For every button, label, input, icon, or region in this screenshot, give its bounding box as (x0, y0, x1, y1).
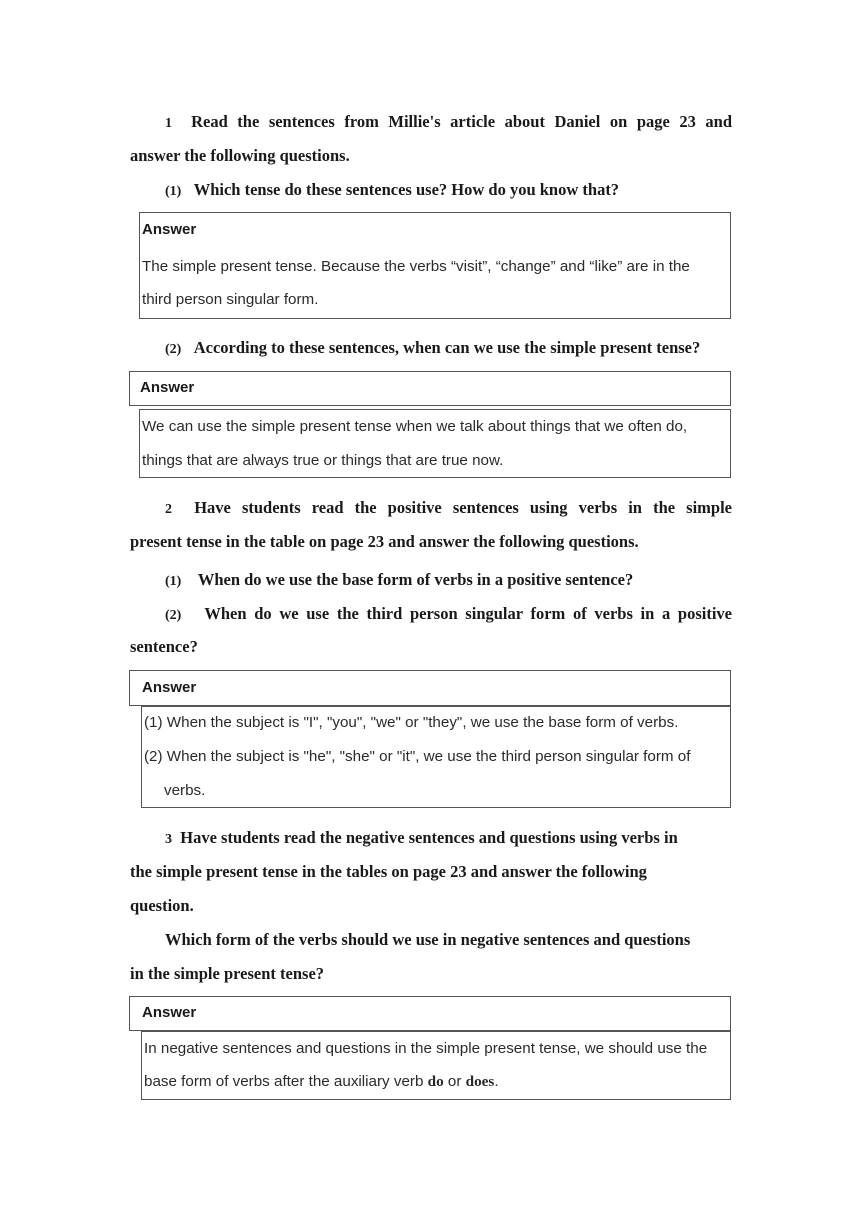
q2-sub2-label: (2) (165, 608, 182, 623)
q1-text-line1: Read the sentences from Millie's article about Daniel on page 23 and (191, 112, 732, 131)
q3-line3: question. (130, 896, 194, 915)
q1-answer2-line1: We can use the simple present tense when we talk about things that we often do, (142, 418, 688, 435)
q2-sub2-text: When do we use the third person singular form of verbs in a positive (204, 604, 732, 623)
q2-answer-header-box (129, 670, 731, 706)
q3-line1 (165, 828, 678, 848)
q2-answer-item2-cont: verbs. (164, 782, 206, 799)
q2-answer-item1: (1) When the subject is "I", "you", "we" or "they", we use the base form of verbs. (144, 714, 679, 731)
q2-line2: present tense in the table on page 23 and answer the following questions. (130, 532, 639, 551)
q2-sub2-line1 (165, 604, 732, 624)
q2-sub2-line2: sentence? (130, 637, 198, 656)
q3-sub-line1: Which form of the verbs should we use in negative sentences and questions (165, 930, 691, 949)
q3-answer-or: or (443, 1073, 466, 1090)
q2-sub1-label: (1) (165, 574, 182, 589)
q1-sub1-label: (1) (165, 184, 182, 199)
q1-answer2-header-box (129, 371, 731, 406)
q3-answer-line1: In negative sentences and questions in the simple present tense, we should use the (144, 1040, 708, 1057)
q2-answer-item2: (2) When the subject is "he", "she" or "it", we use the third person singular form of (144, 748, 691, 765)
q3-text-line1: Have students read the negative sentences and questions using verbs in (180, 828, 678, 847)
auxiliary-does: does (465, 1073, 495, 1090)
q3-line2: the simple present tense in the tables on page 23 and answer the following (130, 862, 647, 881)
q1-sub2 (165, 338, 700, 358)
q1-answer2-line2: things that are always true or things that are true now. (142, 452, 504, 469)
q1-answer2-header: Answer (140, 379, 195, 396)
q1-line1 (130, 112, 732, 132)
q2-text-line1: Have students read the positive sentences using verbs in the simple (194, 498, 732, 517)
q3-answer-line2-text: base form of verbs after the auxiliary verb (144, 1073, 428, 1090)
q1-number: 1 (165, 116, 172, 131)
q2-answer-header: Answer (142, 679, 197, 696)
q3-sub-line2: in the simple present tense? (130, 964, 325, 983)
q3-answer-period: . (494, 1073, 499, 1090)
auxiliary-do: do (427, 1073, 444, 1090)
q1-answer1-line1: The simple present tense. Because the verbs “visit”, “change” and “like” are in the (142, 258, 690, 275)
q3-answer-line2 (144, 1073, 499, 1091)
q2-line1 (130, 498, 732, 518)
q1-answer1-line2: third person singular form. (142, 291, 319, 308)
q2-sub1 (165, 570, 633, 590)
q2-number: 2 (165, 502, 172, 517)
q3-answer-header: Answer (142, 1004, 197, 1021)
q3-number: 3 (165, 832, 172, 847)
q1-sub1-text: Which tense do these sentences use? How do you know that? (193, 180, 620, 199)
q1-line2: answer the following questions. (130, 146, 350, 165)
q3-answer-header-box (129, 996, 731, 1031)
q1-sub2-text: According to these sentences, when can we use the simple present tense? (193, 338, 701, 357)
q1-sub1 (165, 180, 619, 200)
q1-answer1-header: Answer (142, 221, 197, 238)
q2-sub1-text: When do we use the base form of verbs in a positive sentence? (197, 570, 634, 589)
q1-sub2-label: (2) (165, 342, 182, 357)
